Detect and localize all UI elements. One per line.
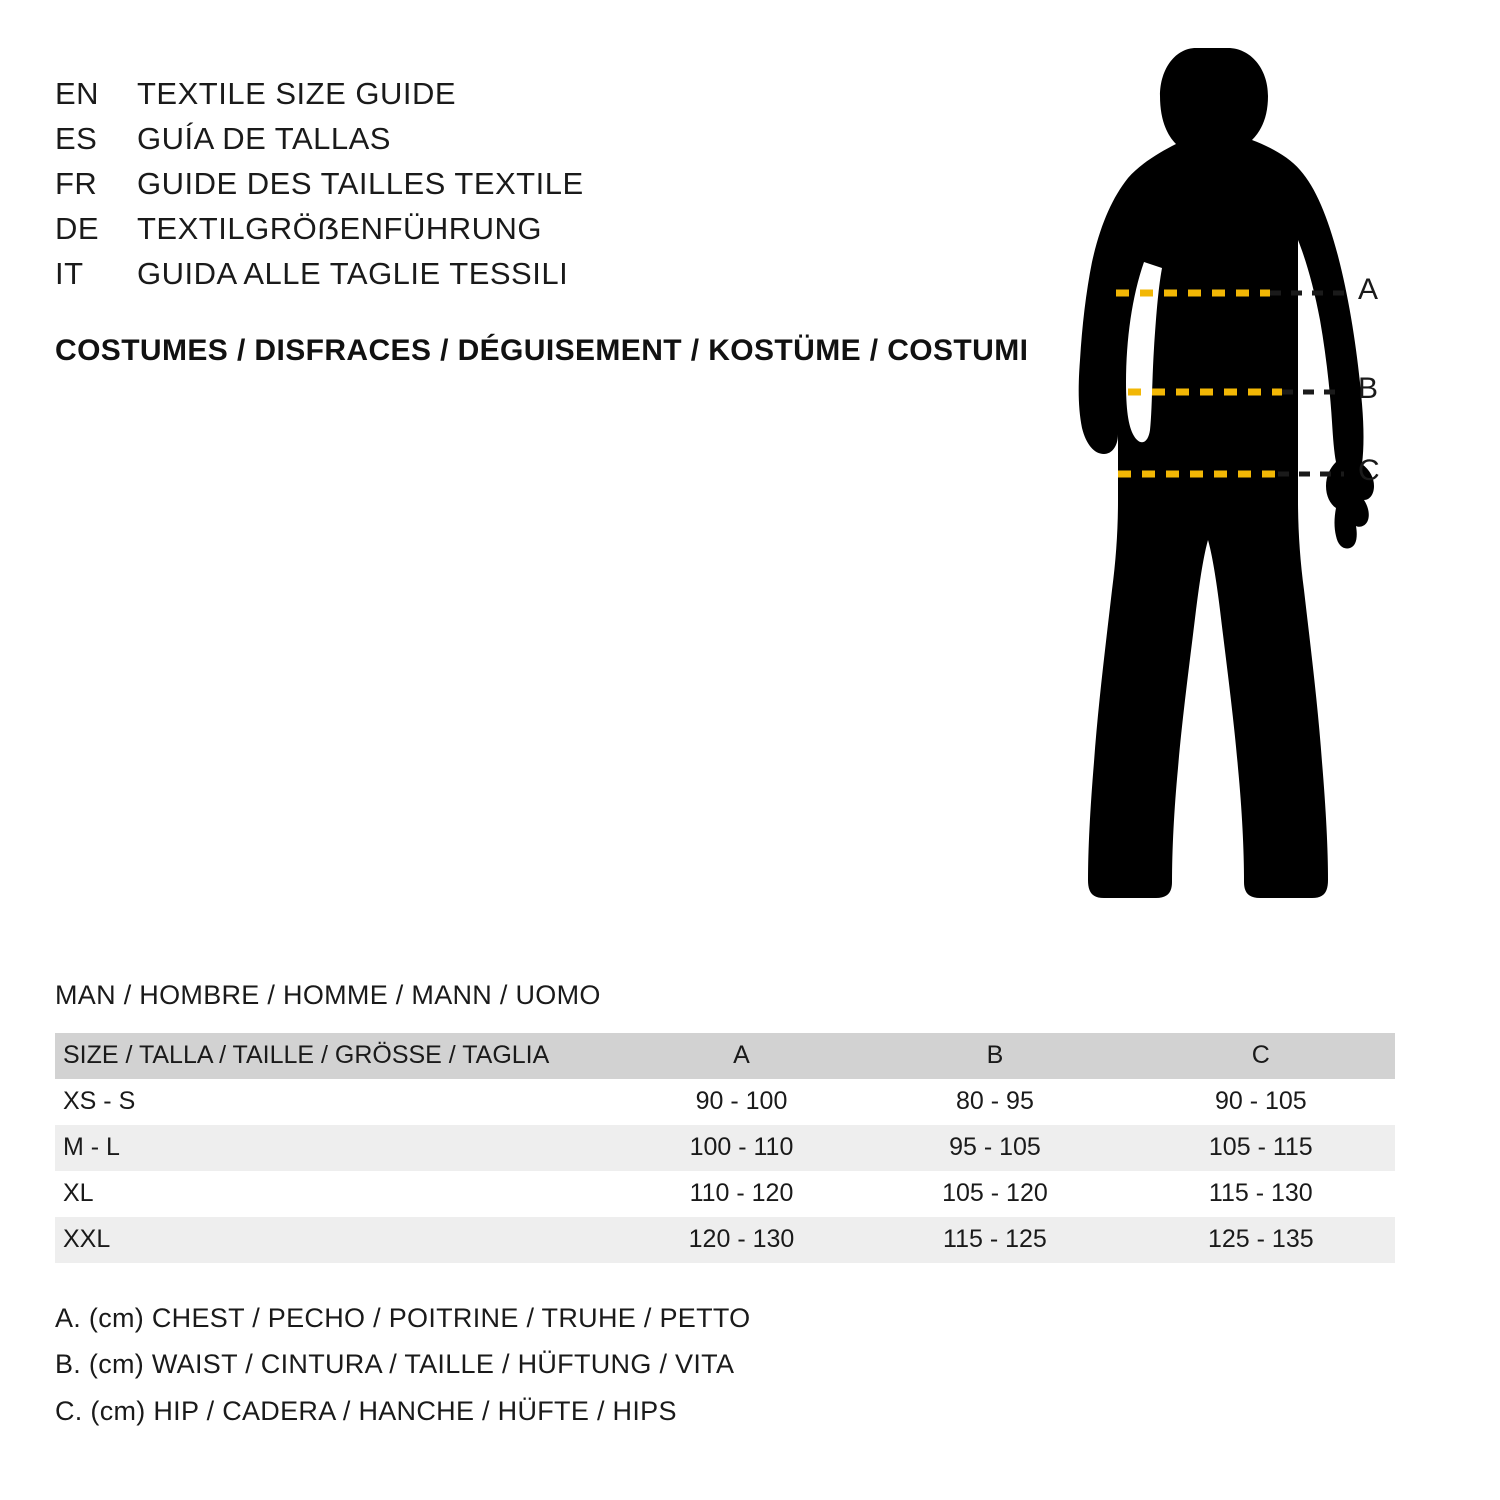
size-figure [1000,30,1460,930]
page-title: COSTUMES / DISFRACES / DÉGUISEMENT / KOSTÜME / COSTUMI [55,334,1029,367]
legend-line-b: B. (cm) WAIST / CINTURA / TAILLE / HÜFTUNG / VITA [55,1349,735,1380]
cell-b: 115 - 125 [943,1225,1047,1253]
language-row-it [55,252,895,297]
language-list [55,72,895,297]
language-code-de: DE [55,210,100,246]
language-row-fr [55,162,895,207]
measure-letter-c: C [1358,454,1381,487]
language-row-en [55,72,895,117]
cell-a: 120 - 130 [688,1225,795,1253]
language-code-fr: FR [55,165,98,201]
cell-a: 100 - 110 [689,1133,794,1161]
cell-size: XS - S [63,1087,136,1115]
language-label-it: GUIDA ALLE TAGLIE TESSILI [137,255,569,291]
table-caption: MAN / HOMBRE / HOMME / MANN / UOMO [55,980,601,1010]
measure-letter-a: A [1358,273,1379,306]
measurement-legend [55,1295,750,1434]
language-label-fr: GUIDE DES TAILLES TEXTILE [137,165,584,201]
table-row [55,1217,1395,1263]
table-body [55,1079,1395,1263]
man-silhouette-icon [1000,30,1460,930]
language-label-en: TEXTILE SIZE GUIDE [137,76,457,111]
cell-a: 90 - 100 [695,1087,788,1115]
cell-c: 115 - 130 [1208,1179,1313,1207]
column-header-a: A [733,1041,750,1069]
cell-size: XXL [63,1225,111,1253]
cell-a: 110 - 120 [689,1179,794,1207]
cell-size: M - L [63,1133,120,1161]
cell-b: 80 - 95 [956,1087,1034,1115]
column-header-size: SIZE / TALLA / TAILLE / GRÖSSE / TAGLIA [63,1041,550,1069]
cell-b: 105 - 120 [942,1179,1048,1207]
column-header-b: B [986,1041,1004,1069]
table-header [55,1033,1395,1079]
table-row [55,1079,1395,1125]
language-code-en: EN [55,76,100,111]
cell-size: XL [63,1179,94,1207]
size-table [55,1033,1395,1263]
cell-b: 95 - 105 [949,1133,1041,1161]
cell-c: 90 - 105 [1214,1087,1307,1115]
language-row-de [55,207,895,252]
language-row-es [55,117,895,162]
column-header-c: C [1251,1041,1270,1069]
language-label-es: GUÍA DE TALLAS [137,120,391,156]
table-row [55,1125,1395,1171]
cell-c: 125 - 135 [1207,1225,1314,1253]
language-code-es: ES [55,120,98,156]
table-header-row [55,1033,1395,1079]
measure-letter-b: B [1358,372,1379,405]
legend-line-a: A. (cm) CHEST / PECHO / POITRINE / TRUHE / PETTO [55,1303,751,1333]
language-label-de: TEXTILGRÖẞENFÜHRUNG [137,210,543,246]
cell-c: 105 - 115 [1208,1133,1313,1161]
language-code-it: IT [55,255,84,291]
table-row [55,1171,1395,1217]
legend-line-c: C. (cm) HIP / CADERA / HANCHE / HÜFTE / HIPS [55,1395,677,1426]
